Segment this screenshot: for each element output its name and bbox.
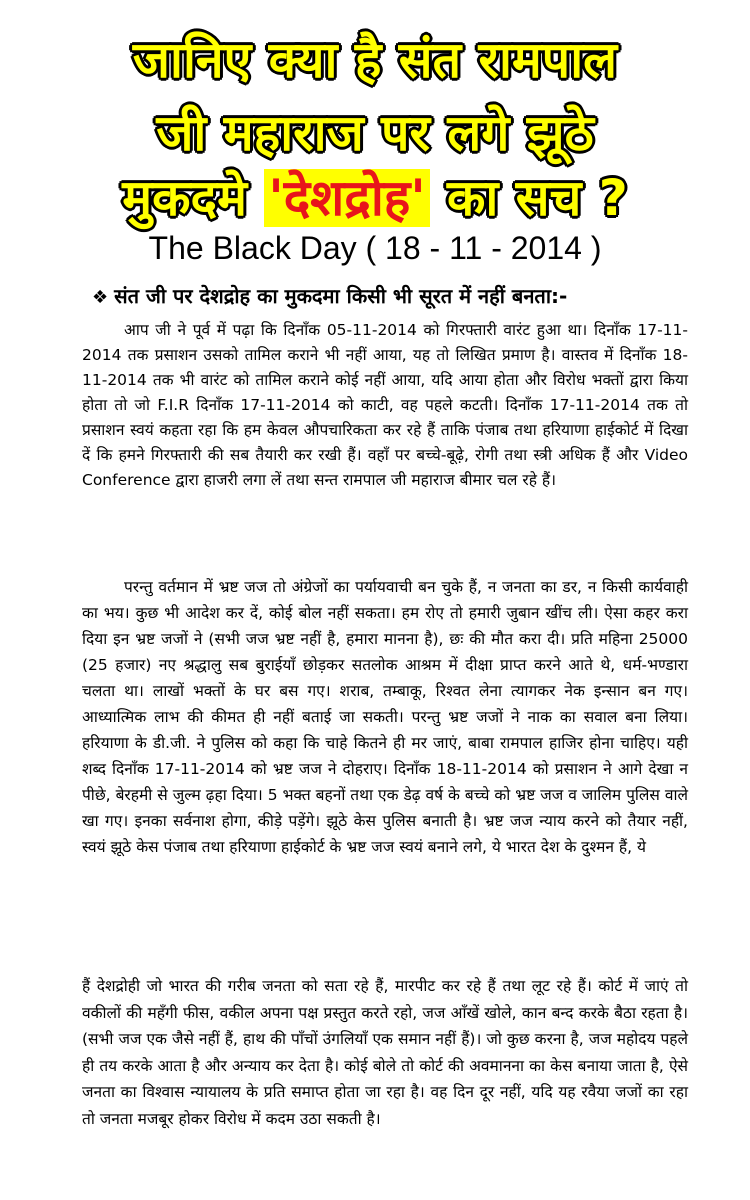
headline-line-1: जानिए क्या है संत रामपाल (132, 31, 618, 89)
diamond-bullet-icon: ❖ (92, 287, 109, 308)
subtitle-black-day: The Black Day ( 18 - 11 - 2014 ) (148, 230, 602, 266)
headline-highlight-deshdroh: 'देशद्रोह' (264, 169, 429, 227)
headline-line-3-start: मुकदमे (122, 169, 265, 227)
section-heading-text: संत जी पर देशद्रोह का मुकदमा किसी भी सूरत में नहीं बनता:- (114, 284, 568, 308)
paragraph-1: आप जी ने पूर्व में पढ़ा कि दिनाँक 05-11-2014 को गिरफ्तारी वारंट हुआ था। दिनाँक 17-11-2014 तक प्रसाशन उसको तामिल कराने भी नहीं आया, यह तो लिखित प्रमाण है। वास्तव में दिनाँक 18-11-2014 तक भी वारंट को तामिल कराने कोई नहीं आया, यदि आया होता और विरोध भक्तों द्वारा किया होता तो जो F.I.R दिनाँक 17-11-2014 को काटी, वह पहले कटती। दिनाँक 17-11-2014 तक तो प्रसाशन स्वयं कहता रहा कि हम केवल औपचारिकता कर रहे हैं ताकि पंजाब तथा हरियाणा हाईकोर्ट में दिखा दें कि हमने गिरफ्तारी की सब तैयारी कर रखी हैं। वहाँ पर बच्चे-बूढ़े, रोगी तथा स्त्री अधिक हैं और Video Conference द्वारा हाजरी लगा लें तथा सन्त रामपाल जी महाराज बीमार चल रहे हैं। (82, 321, 688, 489)
paragraph-3: हैं देशद्रोही जो भारत की गरीब जनता को सता रहे हैं, मारपीट कर रहे हैं तथा लूट रहे हैं। कोर्ट में जाएं तो वकीलों की महँगी फीस, वकील अपना पक्ष प्रस्तुत करते रहो, जज आँखें खोले, कान बन्द करके बैठा रहता है। (सभी जज एक जैसे नहीं हैं, हाथ की पाँचों उंगलियाँ एक समान नहीं हैं)। जो कुछ करना है, जज महोदय पहले ही तय करके आता है और अन्याय कर देता है। कोई बोले तो कोर्ट की अवमानना का केस बनाया जाता है, ऐसे जनता का विश्वास न्यायालय के प्रति समाप्त होता जा रहा है। वह दिन दूर नहीं, यदि यह रवैया जजों का रहा तो जनता मजबूर होकर विरोध में कदम उठा सकती है। (82, 977, 688, 1128)
headline-line-2: जी महाराज पर लगे झूठे (156, 104, 594, 162)
section-heading (92, 283, 742, 311)
headline-line-3-end: का सच ? (429, 169, 628, 227)
paragraph-2: परन्तु वर्तमान में भ्रष्ट जज तो अंग्रेजों का पर्यायवाची बन चुके हैं, न जनता का डर, न किसी कार्यवाही का भय। कुछ भी आदेश कर दें, कोई बोल नहीं सकता। हम रोए तो हमारी जुबान खींच ली। ऐसा कहर करा दिया इन भ्रष्ट जजों ने (सभी जज भ्रष्ट नहीं है, हमारा मानना है), छः की मौत करा दी। प्रति महिना 25000 (25 हजार) नए श्रद्धालु सब बुराईयाँ छोड़कर सतलोक आश्रम में दीक्षा प्राप्त करने आते थे, धर्म-भण्डारा चलता था। लाखों भक्तों के घर बस गए। शराब, तम्बाकू, रिश्वत लेना त्यागकर नेक इन्सान बन गए। आध्यात्मिक लाभ की कीमत ही नहीं बताई जा सकती। परन्तु भ्रष्ट जजों ने नाक का सवाल बना लिया। हरियाणा के डी.जी. ने पुलिस को कहा कि चाहे कितने ही मर जाएं, बाबा रामपाल हाजिर होना चाहिए। यही शब्द दिनाँक 17-11-2014 को भ्रष्ट जज ने दोहराए। दिनाँक 18-11-2014 को प्रसाशन ने आगे देखा न पीछे, बेरहमी से जुल्म ढ़हा दिया। 5 भक्त बहनों तथा एक डेढ़ वर्ष के बच्चे को भ्रष्ट जज व जालिम पुलिस वाले खा गए। इनका सर्वनाश होगा, कीड़े पड़ेंगे। झूठे केस पुलिस बनाती है। भ्रष्ट जज न्याय करने को तैयार नहीं, स्वयं झूठे केस पंजाब तथा हरियाणा हाईकोर्ट के भ्रष्ट जज स्वयं बनाने लगे, ये भारत देश के दुश्मन हैं, ये (82, 578, 688, 856)
headline-line-3 (0, 168, 750, 228)
